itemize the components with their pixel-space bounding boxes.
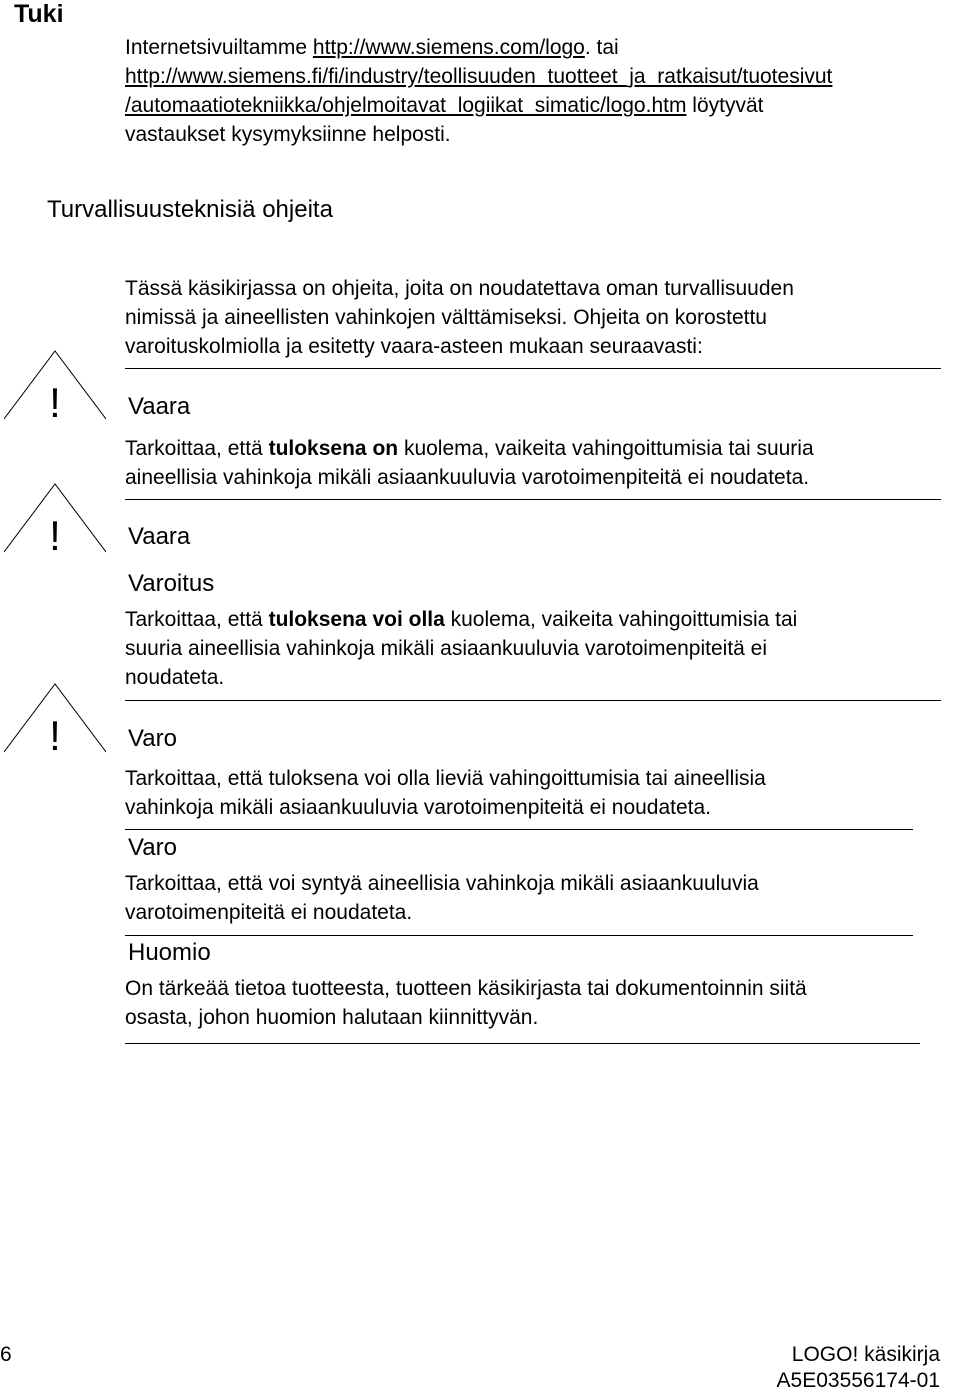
safety-heading: Turvallisuusteknisiä ohjeita <box>47 196 333 223</box>
caution-label: Varo <box>128 725 177 752</box>
siemens-logo-link[interactable]: http://www.siemens.com/logo <box>312 36 585 59</box>
divider <box>125 1043 920 1044</box>
footer-doc-id: A5E03556174-01 <box>776 1369 940 1392</box>
divider <box>125 829 913 830</box>
siemens-fi-link-part1[interactable]: http://www.siemens.fi/fi/industry/teollisuuden_tuotteet_ja_ratkaisut/tuotesivut <box>125 65 833 88</box>
warning-label: Varoitus <box>128 570 215 597</box>
divider <box>125 935 913 936</box>
caution-description: Tarkoittaa, että tuloksena voi olla lieviä vahingoittumisia tai aineellisia vahinkoja mikäli asiaankuuluvia varotoimenpiteitä ei noudateta. <box>125 767 766 819</box>
divider <box>125 368 941 369</box>
danger-description: Tarkoittaa, että tuloksena on kuolema, vaikeita vahingoittumisia tai suuria aineellisia vahinkoja mikäli asiaankuuluvia varotoimenpiteitä ei noudateta. <box>125 437 814 489</box>
footer-title: LOGO! käsikirja <box>791 1343 940 1366</box>
divider <box>125 499 941 500</box>
svg-text:!: ! <box>49 712 61 753</box>
danger-label: Vaara <box>128 393 191 420</box>
warning-triangle-icon <box>4 350 106 420</box>
support-heading: Tuki <box>14 0 64 28</box>
notice-label: Huomio <box>128 939 211 966</box>
warning-triangle-icon <box>4 683 106 753</box>
danger-label-2: Vaara <box>128 523 191 550</box>
warning-triangle-icon <box>4 483 106 553</box>
caution-label-2: Varo <box>128 834 177 861</box>
divider <box>125 700 941 701</box>
svg-text:!: ! <box>49 379 61 420</box>
svg-text:!: ! <box>49 512 61 553</box>
page-number: 6 <box>0 1343 12 1366</box>
safety-intro: Tässä käsikirjassa on ohjeita, joita on noudatettava oman turvallisuuden nimissä ja aineellisten vahinkojen välttämiseksi. Ohjeita on korostettu varoituskolmiolla ja esitetty vaara-asteen mukaan seuraavasti: <box>125 277 794 358</box>
siemens-fi-link-part2[interactable]: /automaatiotekniikka/ohjelmoitavat_logiikat_simatic/logo.htm <box>125 94 687 117</box>
caution-description-2: Tarkoittaa, että voi syntyä aineellisia vahinkoja mikäli asiaankuuluvia varotoimenpiteitä ei noudateta. <box>125 872 759 924</box>
warning-description: Tarkoittaa, että tuloksena voi olla kuolema, vaikeita vahingoittumisia tai suuria aineellisia vahinkoja mikäli asiaankuuluvia varotoimenpiteitä ei noudateta. <box>125 608 798 689</box>
notice-description: On tärkeää tietoa tuotteesta, tuotteen käsikirjasta tai dokumentoinnin siitä osasta, johon huomion halutaan kiinnittyvän. <box>125 977 807 1029</box>
support-paragraph: Internetsivuiltamme http://www.siemens.com/logo. tai http://www.siemens.fi/fi/industry/teollisuuden_tuotteet_ja_ratkaisut/tuotesivut /automaatiotekniikka/ohjelmoitavat_logiikat_simatic/logo.htm löytyvät vastaukset kysymyksiinne helposti. <box>125 36 833 146</box>
